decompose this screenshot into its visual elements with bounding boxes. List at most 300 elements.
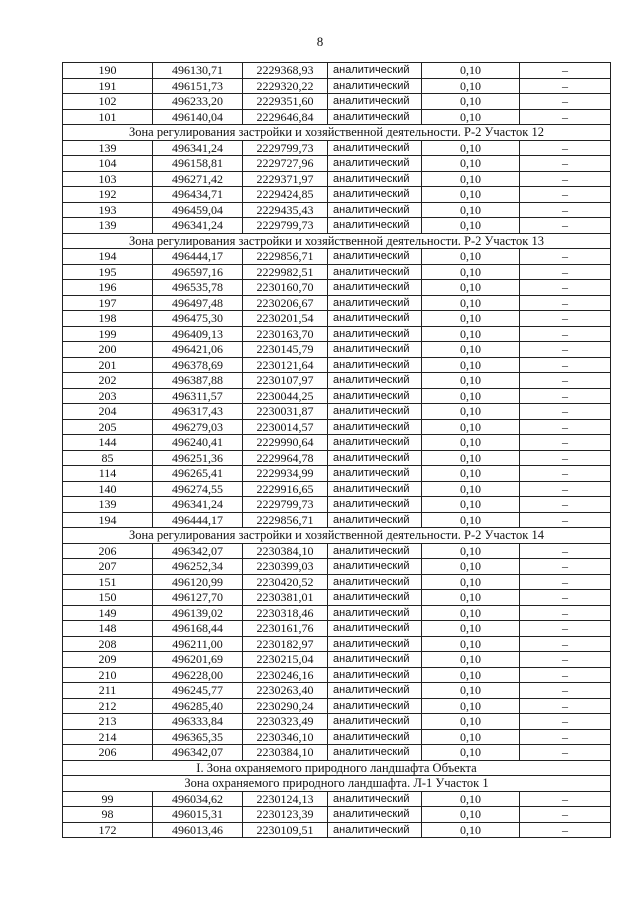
note-cell: – <box>520 512 611 528</box>
note-cell: – <box>520 218 611 234</box>
method-cell: аналитический <box>328 435 422 451</box>
section-heading: Зона регулирования застройки и хозяйственной деятельности. Р-2 Участок 14 <box>63 528 611 544</box>
note-cell: – <box>520 140 611 156</box>
table-row <box>63 156 611 172</box>
note-cell: – <box>520 63 611 79</box>
coord-x-cell: 496444,17 <box>153 249 243 265</box>
point-number-cell: 139 <box>63 140 153 156</box>
note-cell: – <box>520 714 611 730</box>
coord-x-cell: 496158,81 <box>153 156 243 172</box>
table-row <box>63 218 611 234</box>
table-row <box>63 450 611 466</box>
coord-x-cell: 496341,24 <box>153 497 243 513</box>
method-cell: аналитический <box>328 543 422 559</box>
point-number-cell: 85 <box>63 450 153 466</box>
note-cell: – <box>520 667 611 683</box>
coord-x-cell: 496597,16 <box>153 264 243 280</box>
note-cell: – <box>520 729 611 745</box>
method-cell: аналитический <box>328 652 422 668</box>
coord-y-cell: 2229646,84 <box>243 109 328 125</box>
section-heading-row <box>63 233 611 249</box>
coord-y-cell: 2229435,43 <box>243 202 328 218</box>
accuracy-cell: 0,10 <box>422 63 520 79</box>
method-cell: аналитический <box>328 109 422 125</box>
coord-y-cell: 2230346,10 <box>243 729 328 745</box>
coord-y-cell: 2229799,73 <box>243 140 328 156</box>
coord-y-cell: 2230044,25 <box>243 388 328 404</box>
accuracy-cell: 0,10 <box>422 342 520 358</box>
accuracy-cell: 0,10 <box>422 807 520 823</box>
point-number-cell: 139 <box>63 497 153 513</box>
note-cell: – <box>520 202 611 218</box>
method-cell: аналитический <box>328 63 422 79</box>
coord-y-cell: 2229964,78 <box>243 450 328 466</box>
point-number-cell: 114 <box>63 466 153 482</box>
table-row <box>63 497 611 513</box>
coord-y-cell: 2230031,87 <box>243 404 328 420</box>
accuracy-cell: 0,10 <box>422 497 520 513</box>
method-cell: аналитический <box>328 481 422 497</box>
method-cell: аналитический <box>328 714 422 730</box>
accuracy-cell: 0,10 <box>422 156 520 172</box>
coord-y-cell: 2230263,40 <box>243 683 328 699</box>
accuracy-cell: 0,10 <box>422 714 520 730</box>
coord-y-cell: 2230323,49 <box>243 714 328 730</box>
note-cell: – <box>520 822 611 838</box>
table-row <box>63 373 611 389</box>
note-cell: – <box>520 590 611 606</box>
accuracy-cell: 0,10 <box>422 326 520 342</box>
point-number-cell: 201 <box>63 357 153 373</box>
method-cell: аналитический <box>328 822 422 838</box>
table-row <box>63 109 611 125</box>
method-cell: аналитический <box>328 171 422 187</box>
point-number-cell: 214 <box>63 729 153 745</box>
table-row <box>63 357 611 373</box>
method-cell: аналитический <box>328 466 422 482</box>
note-cell: – <box>520 745 611 761</box>
table-row <box>63 94 611 110</box>
point-number-cell: 197 <box>63 295 153 311</box>
coord-y-cell: 2230145,79 <box>243 342 328 358</box>
method-cell: аналитический <box>328 791 422 807</box>
accuracy-cell: 0,10 <box>422 388 520 404</box>
note-cell: – <box>520 652 611 668</box>
accuracy-cell: 0,10 <box>422 683 520 699</box>
coord-y-cell: 2229424,85 <box>243 187 328 203</box>
accuracy-cell: 0,10 <box>422 574 520 590</box>
coord-y-cell: 2230123,39 <box>243 807 328 823</box>
point-number-cell: 192 <box>63 187 153 203</box>
point-number-cell: 210 <box>63 667 153 683</box>
table-row <box>63 481 611 497</box>
accuracy-cell: 0,10 <box>422 295 520 311</box>
point-number-cell: 151 <box>63 574 153 590</box>
point-number-cell: 103 <box>63 171 153 187</box>
coord-x-cell: 496378,69 <box>153 357 243 373</box>
method-cell: аналитический <box>328 140 422 156</box>
coord-y-cell: 2229916,65 <box>243 481 328 497</box>
table-row <box>63 714 611 730</box>
coord-y-cell: 2230215,04 <box>243 652 328 668</box>
method-cell: аналитический <box>328 311 422 327</box>
accuracy-cell: 0,10 <box>422 698 520 714</box>
coord-x-cell: 496342,07 <box>153 543 243 559</box>
method-cell: аналитический <box>328 698 422 714</box>
coord-x-cell: 496409,13 <box>153 326 243 342</box>
note-cell: – <box>520 435 611 451</box>
coord-x-cell: 496140,04 <box>153 109 243 125</box>
note-cell: – <box>520 497 611 513</box>
point-number-cell: 196 <box>63 280 153 296</box>
accuracy-cell: 0,10 <box>422 140 520 156</box>
coord-x-cell: 496013,46 <box>153 822 243 838</box>
coord-x-cell: 496271,42 <box>153 171 243 187</box>
method-cell: аналитический <box>328 683 422 699</box>
coord-x-cell: 496034,62 <box>153 791 243 807</box>
method-cell: аналитический <box>328 357 422 373</box>
coord-y-cell: 2229799,73 <box>243 497 328 513</box>
accuracy-cell: 0,10 <box>422 419 520 435</box>
coord-y-cell: 2230182,97 <box>243 636 328 652</box>
note-cell: – <box>520 156 611 172</box>
coord-x-cell: 496475,30 <box>153 311 243 327</box>
note-cell: – <box>520 373 611 389</box>
method-cell: аналитический <box>328 729 422 745</box>
table-row <box>63 342 611 358</box>
table-row <box>63 512 611 528</box>
point-number-cell: 213 <box>63 714 153 730</box>
section-heading: Зона охраняемого природного ландшафта. Л-1 Участок 1 <box>63 776 611 792</box>
coord-x-cell: 496120,99 <box>153 574 243 590</box>
coord-x-cell: 496341,24 <box>153 218 243 234</box>
accuracy-cell: 0,10 <box>422 481 520 497</box>
table-row <box>63 605 611 621</box>
coord-x-cell: 496279,03 <box>153 419 243 435</box>
table-row <box>63 280 611 296</box>
note-cell: – <box>520 187 611 203</box>
coord-x-cell: 496333,84 <box>153 714 243 730</box>
table-row <box>63 419 611 435</box>
coord-y-cell: 2230109,51 <box>243 822 328 838</box>
section-heading: Зона регулирования застройки и хозяйственной деятельности. Р-2 Участок 13 <box>63 233 611 249</box>
note-cell: – <box>520 295 611 311</box>
accuracy-cell: 0,10 <box>422 187 520 203</box>
method-cell: аналитический <box>328 450 422 466</box>
method-cell: аналитический <box>328 342 422 358</box>
coord-y-cell: 2230124,13 <box>243 791 328 807</box>
coord-y-cell: 2230384,10 <box>243 543 328 559</box>
coord-x-cell: 496444,17 <box>153 512 243 528</box>
method-cell: аналитический <box>328 605 422 621</box>
method-cell: аналитический <box>328 590 422 606</box>
table-row <box>63 404 611 420</box>
note-cell: – <box>520 249 611 265</box>
point-number-cell: 198 <box>63 311 153 327</box>
coord-y-cell: 2230201,54 <box>243 311 328 327</box>
coord-x-cell: 496387,88 <box>153 373 243 389</box>
table-row <box>63 574 611 590</box>
table-row <box>63 466 611 482</box>
accuracy-cell: 0,10 <box>422 94 520 110</box>
section-heading: I. Зона охраняемого природного ландшафта Объекта <box>63 760 611 776</box>
note-cell: – <box>520 636 611 652</box>
accuracy-cell: 0,10 <box>422 636 520 652</box>
coord-y-cell: 2230160,70 <box>243 280 328 296</box>
note-cell: – <box>520 78 611 94</box>
accuracy-cell: 0,10 <box>422 311 520 327</box>
point-number-cell: 205 <box>63 419 153 435</box>
method-cell: аналитический <box>328 280 422 296</box>
method-cell: аналитический <box>328 388 422 404</box>
accuracy-cell: 0,10 <box>422 78 520 94</box>
table-row <box>63 559 611 575</box>
accuracy-cell: 0,10 <box>422 171 520 187</box>
table-row <box>63 249 611 265</box>
coord-y-cell: 2229371,97 <box>243 171 328 187</box>
note-cell: – <box>520 264 611 280</box>
point-number-cell: 99 <box>63 791 153 807</box>
section-heading-row <box>63 125 611 141</box>
coord-y-cell: 2230121,64 <box>243 357 328 373</box>
note-cell: – <box>520 698 611 714</box>
coord-x-cell: 496151,73 <box>153 78 243 94</box>
coord-y-cell: 2229990,64 <box>243 435 328 451</box>
coord-x-cell: 496139,02 <box>153 605 243 621</box>
method-cell: аналитический <box>328 326 422 342</box>
point-number-cell: 207 <box>63 559 153 575</box>
coord-x-cell: 496421,06 <box>153 342 243 358</box>
method-cell: аналитический <box>328 807 422 823</box>
accuracy-cell: 0,10 <box>422 745 520 761</box>
method-cell: аналитический <box>328 621 422 637</box>
point-number-cell: 148 <box>63 621 153 637</box>
note-cell: – <box>520 357 611 373</box>
accuracy-cell: 0,10 <box>422 435 520 451</box>
coord-x-cell: 496201,69 <box>153 652 243 668</box>
table-row <box>63 264 611 280</box>
coord-x-cell: 496252,34 <box>153 559 243 575</box>
accuracy-cell: 0,10 <box>422 404 520 420</box>
coord-y-cell: 2229727,96 <box>243 156 328 172</box>
table-row <box>63 543 611 559</box>
coord-y-cell: 2230399,03 <box>243 559 328 575</box>
accuracy-cell: 0,10 <box>422 466 520 482</box>
coord-x-cell: 496365,35 <box>153 729 243 745</box>
table-row <box>63 683 611 699</box>
note-cell: – <box>520 109 611 125</box>
coord-x-cell: 496251,36 <box>153 450 243 466</box>
section-heading-row <box>63 760 611 776</box>
accuracy-cell: 0,10 <box>422 543 520 559</box>
coord-x-cell: 496265,41 <box>153 466 243 482</box>
table-row <box>63 63 611 79</box>
coord-x-cell: 496127,70 <box>153 590 243 606</box>
page-number: 8 <box>316 34 324 49</box>
point-number-cell: 202 <box>63 373 153 389</box>
point-number-cell: 195 <box>63 264 153 280</box>
coord-y-cell: 2229856,71 <box>243 249 328 265</box>
coord-y-cell: 2229799,73 <box>243 218 328 234</box>
table-row <box>63 729 611 745</box>
point-number-cell: 206 <box>63 543 153 559</box>
point-number-cell: 199 <box>63 326 153 342</box>
coord-x-cell: 496228,00 <box>153 667 243 683</box>
method-cell: аналитический <box>328 745 422 761</box>
accuracy-cell: 0,10 <box>422 791 520 807</box>
coord-y-cell: 2229982,51 <box>243 264 328 280</box>
point-number-cell: 212 <box>63 698 153 714</box>
coord-y-cell: 2229856,71 <box>243 512 328 528</box>
note-cell: – <box>520 791 611 807</box>
note-cell: – <box>520 450 611 466</box>
coord-y-cell: 2230290,24 <box>243 698 328 714</box>
table-row <box>63 171 611 187</box>
accuracy-cell: 0,10 <box>422 729 520 745</box>
coord-x-cell: 496459,04 <box>153 202 243 218</box>
coord-y-cell: 2230318,46 <box>243 605 328 621</box>
section-heading: Зона регулирования застройки и хозяйственной деятельности. Р-2 Участок 12 <box>63 125 611 141</box>
table-row <box>63 791 611 807</box>
coord-x-cell: 496245,77 <box>153 683 243 699</box>
point-number-cell: 208 <box>63 636 153 652</box>
coord-y-cell: 2229320,22 <box>243 78 328 94</box>
accuracy-cell: 0,10 <box>422 202 520 218</box>
coord-x-cell: 496497,48 <box>153 295 243 311</box>
table-row <box>63 202 611 218</box>
coord-y-cell: 2230206,67 <box>243 295 328 311</box>
method-cell: аналитический <box>328 667 422 683</box>
note-cell: – <box>520 621 611 637</box>
method-cell: аналитический <box>328 512 422 528</box>
method-cell: аналитический <box>328 497 422 513</box>
table-row <box>63 698 611 714</box>
accuracy-cell: 0,10 <box>422 373 520 389</box>
accuracy-cell: 0,10 <box>422 218 520 234</box>
point-number-cell: 101 <box>63 109 153 125</box>
method-cell: аналитический <box>328 218 422 234</box>
coord-x-cell: 496342,07 <box>153 745 243 761</box>
method-cell: аналитический <box>328 295 422 311</box>
note-cell: – <box>520 574 611 590</box>
method-cell: аналитический <box>328 156 422 172</box>
note-cell: – <box>520 559 611 575</box>
accuracy-cell: 0,10 <box>422 512 520 528</box>
table-row <box>63 187 611 203</box>
method-cell: аналитический <box>328 404 422 420</box>
accuracy-cell: 0,10 <box>422 249 520 265</box>
section-heading-row <box>63 776 611 792</box>
coord-x-cell: 496311,57 <box>153 388 243 404</box>
coordinates-table <box>62 62 611 838</box>
coord-x-cell: 496317,43 <box>153 404 243 420</box>
coord-x-cell: 496341,24 <box>153 140 243 156</box>
accuracy-cell: 0,10 <box>422 621 520 637</box>
table-row <box>63 667 611 683</box>
coord-y-cell: 2230161,76 <box>243 621 328 637</box>
coord-y-cell: 2230420,52 <box>243 574 328 590</box>
note-cell: – <box>520 311 611 327</box>
accuracy-cell: 0,10 <box>422 450 520 466</box>
table-row <box>63 78 611 94</box>
note-cell: – <box>520 605 611 621</box>
method-cell: аналитический <box>328 559 422 575</box>
coord-x-cell: 496535,78 <box>153 280 243 296</box>
coord-y-cell: 2230163,70 <box>243 326 328 342</box>
point-number-cell: 191 <box>63 78 153 94</box>
table-row <box>63 326 611 342</box>
point-number-cell: 102 <box>63 94 153 110</box>
point-number-cell: 144 <box>63 435 153 451</box>
point-number-cell: 149 <box>63 605 153 621</box>
accuracy-cell: 0,10 <box>422 605 520 621</box>
point-number-cell: 194 <box>63 512 153 528</box>
method-cell: аналитический <box>328 574 422 590</box>
accuracy-cell: 0,10 <box>422 264 520 280</box>
point-number-cell: 209 <box>63 652 153 668</box>
note-cell: – <box>520 94 611 110</box>
note-cell: – <box>520 280 611 296</box>
note-cell: – <box>520 419 611 435</box>
point-number-cell: 150 <box>63 590 153 606</box>
method-cell: аналитический <box>328 78 422 94</box>
coord-x-cell: 496233,20 <box>153 94 243 110</box>
table-row <box>63 652 611 668</box>
method-cell: аналитический <box>328 419 422 435</box>
table-row <box>63 435 611 451</box>
note-cell: – <box>520 466 611 482</box>
coord-y-cell: 2230381,01 <box>243 590 328 606</box>
point-number-cell: 104 <box>63 156 153 172</box>
method-cell: аналитический <box>328 636 422 652</box>
coord-x-cell: 496274,55 <box>153 481 243 497</box>
point-number-cell: 139 <box>63 218 153 234</box>
method-cell: аналитический <box>328 249 422 265</box>
coord-x-cell: 496015,31 <box>153 807 243 823</box>
table-row <box>63 140 611 156</box>
table-row <box>63 807 611 823</box>
method-cell: аналитический <box>328 373 422 389</box>
table-row <box>63 590 611 606</box>
note-cell: – <box>520 683 611 699</box>
point-number-cell: 204 <box>63 404 153 420</box>
coord-y-cell: 2230384,10 <box>243 745 328 761</box>
method-cell: аналитический <box>328 264 422 280</box>
coord-x-cell: 496168,44 <box>153 621 243 637</box>
table-row <box>63 388 611 404</box>
accuracy-cell: 0,10 <box>422 357 520 373</box>
note-cell: – <box>520 481 611 497</box>
accuracy-cell: 0,10 <box>422 590 520 606</box>
accuracy-cell: 0,10 <box>422 667 520 683</box>
table-row <box>63 295 611 311</box>
point-number-cell: 206 <box>63 745 153 761</box>
note-cell: – <box>520 171 611 187</box>
table-row <box>63 636 611 652</box>
note-cell: – <box>520 342 611 358</box>
accuracy-cell: 0,10 <box>422 652 520 668</box>
table-row <box>63 745 611 761</box>
accuracy-cell: 0,10 <box>422 822 520 838</box>
coord-y-cell: 2229934,99 <box>243 466 328 482</box>
point-number-cell: 200 <box>63 342 153 358</box>
point-number-cell: 203 <box>63 388 153 404</box>
table-row <box>63 822 611 838</box>
point-number-cell: 190 <box>63 63 153 79</box>
coord-y-cell: 2230246,16 <box>243 667 328 683</box>
point-number-cell: 140 <box>63 481 153 497</box>
coord-x-cell: 496211,00 <box>153 636 243 652</box>
